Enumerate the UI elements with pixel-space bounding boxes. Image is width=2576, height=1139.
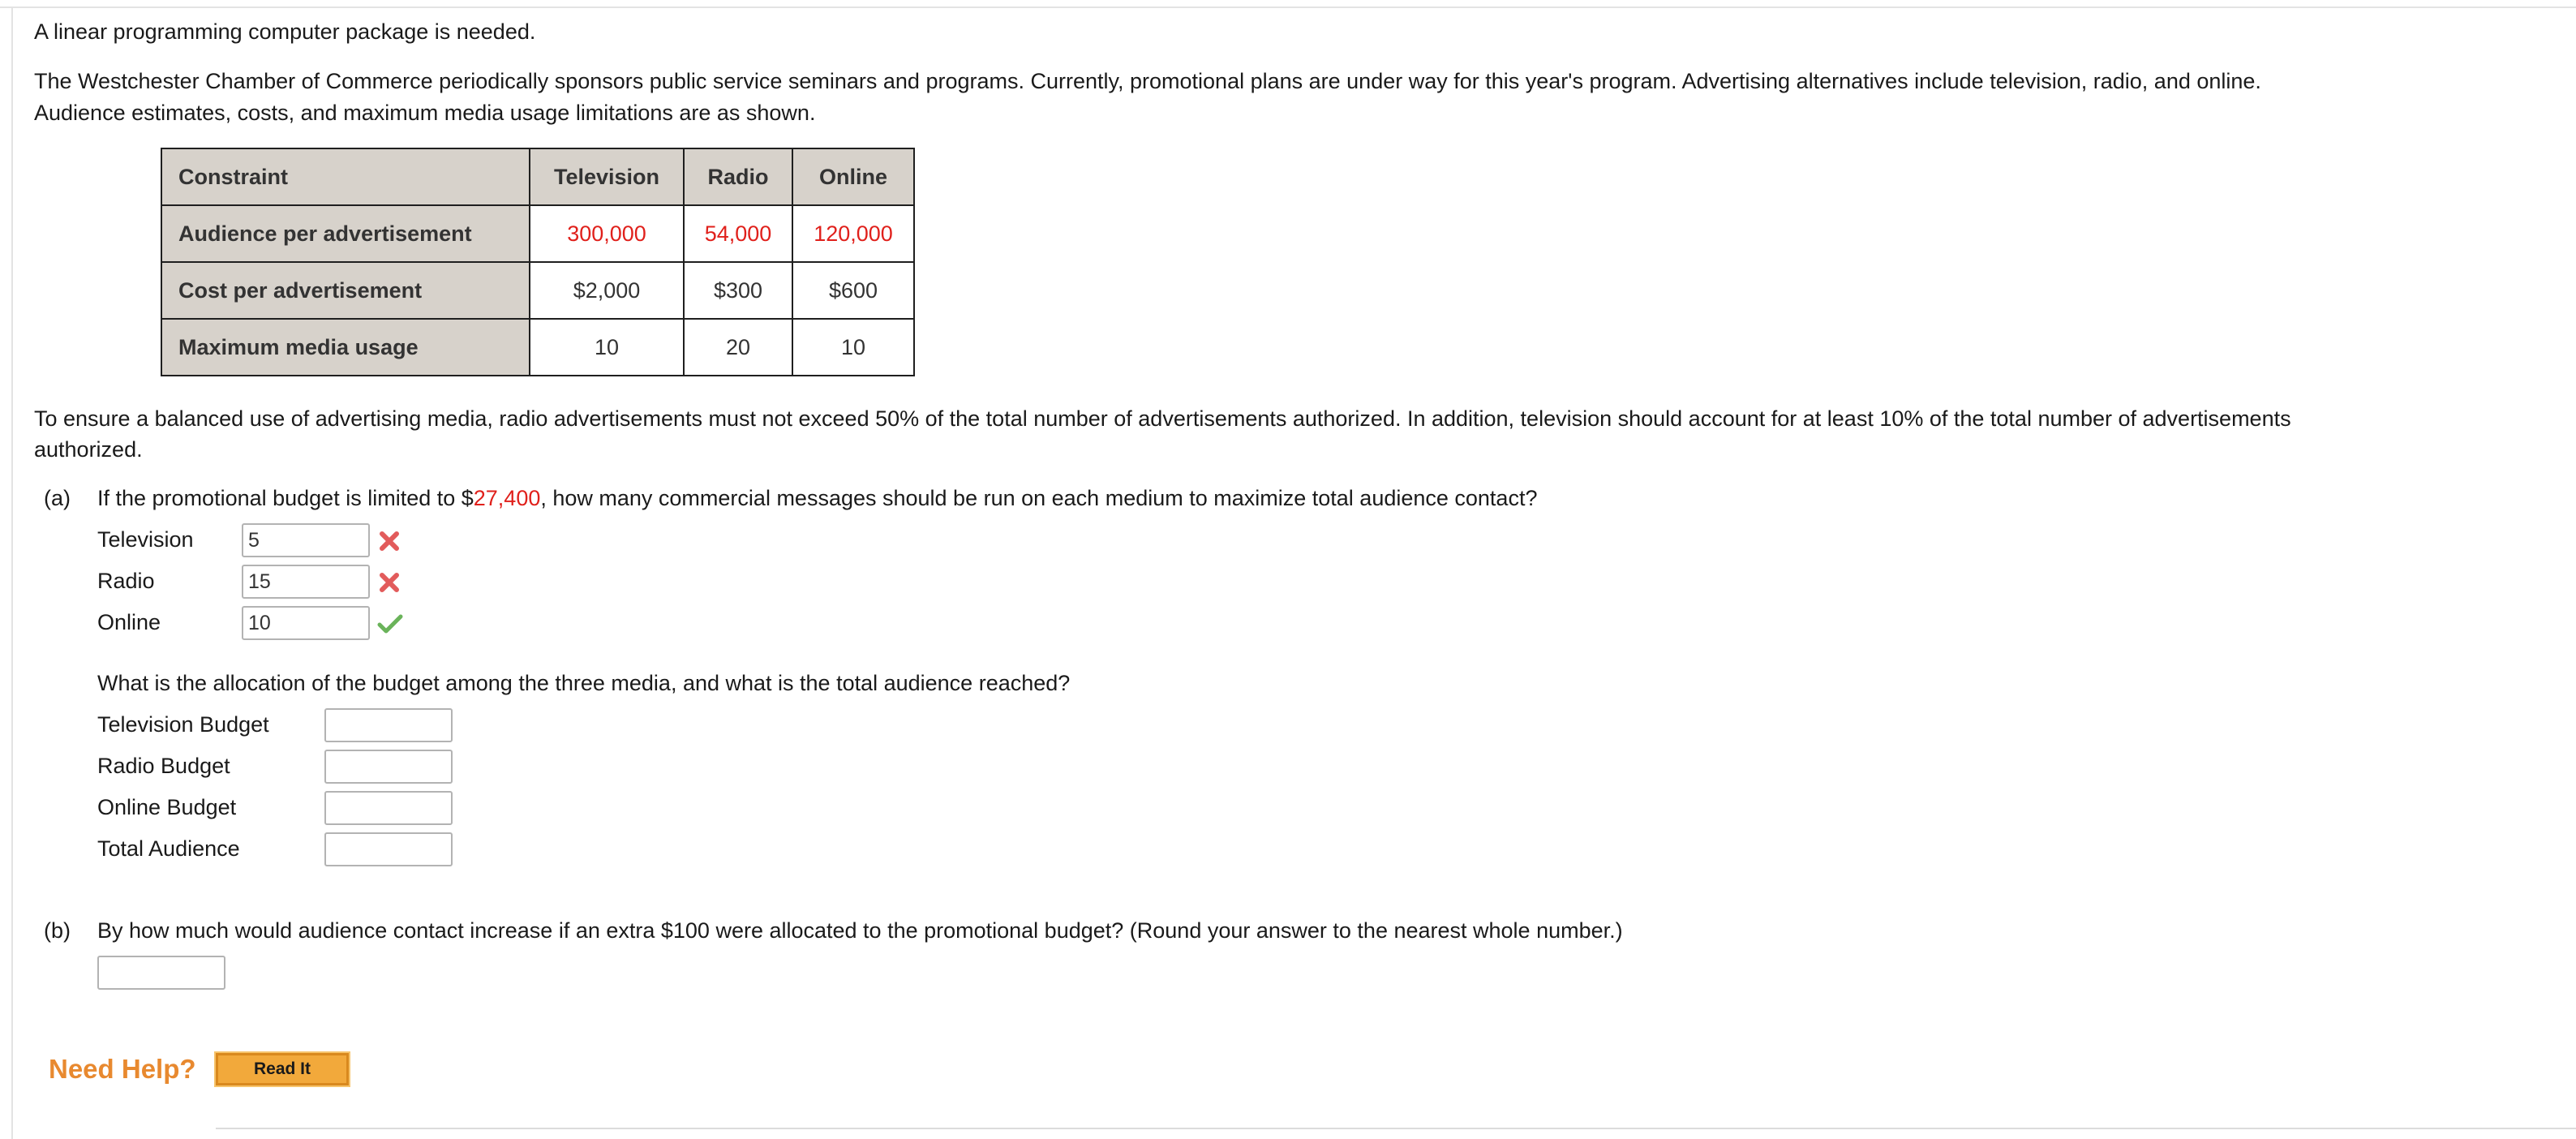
x-mark-icon bbox=[378, 571, 401, 594]
left-border bbox=[11, 6, 13, 1139]
top-border bbox=[0, 6, 2576, 8]
intro-text: A linear programming computer package is needed. bbox=[34, 19, 536, 44]
part-b-label: (b) bbox=[44, 918, 71, 943]
cell-audience-online: 120,000 bbox=[792, 205, 914, 262]
cell-audience-radio: 54,000 bbox=[684, 205, 792, 262]
problem-text-line-2: Audience estimates, costs, and maximum media usage limitations are as shown. bbox=[34, 101, 816, 125]
header-constraint: Constraint bbox=[161, 148, 530, 205]
table-row bbox=[161, 205, 914, 262]
online-budget-input[interactable] bbox=[324, 791, 453, 825]
row-label-audience: Audience per advertisement bbox=[161, 205, 530, 262]
part-a-budget-value: 27,400 bbox=[473, 486, 541, 510]
need-help-label: Need Help? bbox=[49, 1054, 196, 1084]
part-a-label: (a) bbox=[44, 486, 71, 510]
television-count-input[interactable] bbox=[242, 523, 370, 557]
x-mark-icon bbox=[378, 530, 401, 552]
table-header-row bbox=[161, 148, 914, 205]
problem-text-line-1: The Westchester Chamber of Commerce periodically sponsors public service seminars and programs. Currently, promotional plans are under way for this year's program. Advertising alternatives include television, radio, and online. bbox=[34, 69, 2261, 93]
total-audience-input[interactable] bbox=[324, 832, 453, 866]
radio-budget-label: Radio Budget bbox=[97, 754, 230, 778]
header-radio: Radio bbox=[684, 148, 792, 205]
cell-audience-television: 300,000 bbox=[530, 205, 684, 262]
online-budget-label: Online Budget bbox=[97, 795, 237, 819]
cell-max-radio: 20 bbox=[684, 319, 792, 376]
constraint-text-line-2: authorized. bbox=[34, 437, 143, 462]
radio-count-input[interactable] bbox=[242, 565, 370, 599]
audience-increase-input[interactable] bbox=[97, 956, 225, 990]
row-label-cost: Cost per advertisement bbox=[161, 262, 530, 319]
cell-max-television: 10 bbox=[530, 319, 684, 376]
constraint-text-line-1: To ensure a balanced use of advertising media, radio advertisements must not exceed 50% of the total number of advertisements authorized. In addition, television should account for at least 10% of the total number of advertisements bbox=[34, 406, 2291, 431]
part-a-question-start: If the promotional budget is limited to $ bbox=[97, 486, 474, 510]
television-budget-label: Television Budget bbox=[97, 712, 269, 737]
radio-label: Radio bbox=[97, 569, 155, 593]
cell-cost-online: $600 bbox=[792, 262, 914, 319]
part-a-question-end: , how many commercial messages should be run on each medium to maximize total audience contact? bbox=[540, 486, 1538, 510]
bottom-border bbox=[216, 1128, 2576, 1129]
television-label: Television bbox=[97, 527, 194, 552]
part-b-question: By how much would audience contact increase if an extra $100 were allocated to the promotional budget? (Round your answer to the nearest whole number.) bbox=[97, 918, 1623, 943]
read-it-button[interactable]: Read It bbox=[216, 1053, 349, 1085]
row-label-max-usage: Maximum media usage bbox=[161, 319, 530, 376]
radio-budget-input[interactable] bbox=[324, 750, 453, 784]
table-row bbox=[161, 319, 914, 376]
cell-max-online: 10 bbox=[792, 319, 914, 376]
cell-cost-television: $2,000 bbox=[530, 262, 684, 319]
total-audience-label: Total Audience bbox=[97, 836, 240, 861]
online-count-input[interactable] bbox=[242, 606, 370, 640]
part-a-followup-question: What is the allocation of the budget among the three media, and what is the total audience reached? bbox=[97, 671, 1071, 695]
cell-cost-radio: $300 bbox=[684, 262, 792, 319]
part-a-question bbox=[97, 482, 1537, 514]
header-online: Online bbox=[792, 148, 914, 205]
media-constraints-table bbox=[161, 148, 915, 376]
table-row bbox=[161, 262, 914, 319]
header-television: Television bbox=[530, 148, 684, 205]
online-label: Online bbox=[97, 610, 161, 634]
checkmark-icon bbox=[376, 612, 404, 635]
television-budget-input[interactable] bbox=[324, 708, 453, 742]
